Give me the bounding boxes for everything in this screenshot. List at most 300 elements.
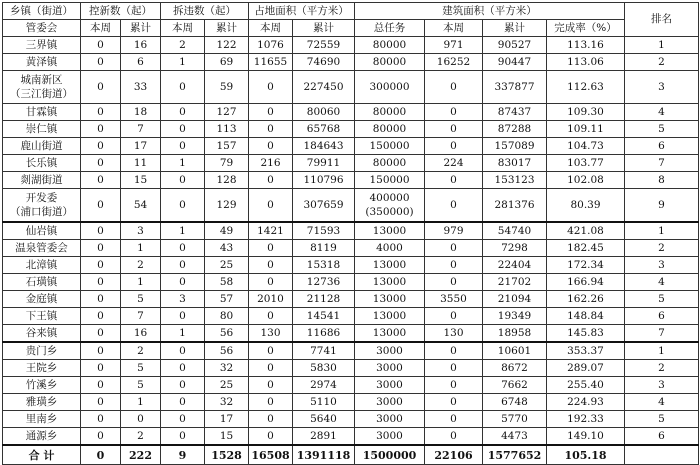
control-week-cell: 0 xyxy=(81,377,121,394)
building-week-cell: 0 xyxy=(425,360,483,377)
land-cumulative-cell: 65768 xyxy=(293,121,355,138)
total-task-cell xyxy=(355,291,425,308)
control-cumulative-cell: 2 xyxy=(121,257,161,274)
building-cumulative-cell: 4473 xyxy=(483,428,547,446)
land-cumulative-cell: 79911 xyxy=(293,155,355,172)
header-town-line1: 乡镇（街道） xyxy=(3,3,81,20)
header-control-week: 本周 xyxy=(81,20,121,37)
rank-cell: 1 xyxy=(625,222,699,240)
cell-line: 温泉管委会 xyxy=(15,242,68,254)
control-cumulative-cell: 15 xyxy=(121,172,161,189)
land-cumulative-cell: 74690 xyxy=(293,54,355,71)
demolish-cumulative-cell: 57 xyxy=(205,291,249,308)
cell-line: 150000 xyxy=(369,174,410,186)
land-week-cell: 0 xyxy=(249,342,293,360)
land-week-cell: 0 xyxy=(249,377,293,394)
demolish-cumulative-cell: 69 xyxy=(205,54,249,71)
header-rank: 排名 xyxy=(625,3,699,37)
total-task-cell xyxy=(355,411,425,428)
land-week-cell: 0 xyxy=(249,240,293,257)
building-cumulative-cell: 21094 xyxy=(483,291,547,308)
control-week-cell: 0 xyxy=(81,325,121,343)
demolish-cumulative-cell: 59 xyxy=(205,71,249,104)
cell-line: 王院乡 xyxy=(25,362,58,374)
cell-line: 城南新区 xyxy=(20,74,63,86)
building-cumulative-cell: 87437 xyxy=(483,104,547,121)
rank-cell: 4 xyxy=(625,394,699,411)
completion-rate-cell: 149.10 xyxy=(547,428,625,446)
town-name-cell xyxy=(3,360,81,377)
completion-rate-cell: 109.11 xyxy=(547,121,625,138)
town-name-cell xyxy=(3,394,81,411)
table-row xyxy=(3,121,699,138)
building-cumulative-cell: 19349 xyxy=(483,308,547,325)
land-week-cell: 0 xyxy=(249,138,293,155)
demolish-week-cell: 0 xyxy=(161,360,205,377)
total-label: 合 计 xyxy=(3,445,81,465)
demolish-week-cell: 0 xyxy=(161,274,205,291)
total-task-cell xyxy=(355,377,425,394)
cell-line: 里南乡 xyxy=(25,413,58,425)
completion-rate-cell: 103.77 xyxy=(547,155,625,172)
land-week-cell: 0 xyxy=(249,274,293,291)
town-name-cell xyxy=(3,325,81,343)
control-cumulative-cell: 33 xyxy=(121,71,161,104)
cell-line: 3000 xyxy=(376,413,403,425)
control-week-cell: 0 xyxy=(81,308,121,325)
town-name-cell xyxy=(3,71,81,104)
building-week-cell: 0 xyxy=(425,342,483,360)
cell-line: 下王镇 xyxy=(25,310,58,322)
cell-line: 80000 xyxy=(372,157,407,169)
demolish-week-cell: 0 xyxy=(161,189,205,223)
building-week-cell: 0 xyxy=(425,411,483,428)
town-name-cell xyxy=(3,428,81,446)
building-cumulative-cell: 54740 xyxy=(483,222,547,240)
land-cumulative-cell: 2974 xyxy=(293,377,355,394)
demolish-cumulative-cell: 127 xyxy=(205,104,249,121)
control-week-cell: 0 xyxy=(81,240,121,257)
cell-line: 三界镇 xyxy=(25,39,58,51)
cell-line: 150000 xyxy=(369,140,410,152)
rank-cell: 2 xyxy=(625,54,699,71)
total-building-week-cell: 22106 xyxy=(425,445,483,465)
total-control-week-cell: 0 xyxy=(81,445,121,465)
demolish-cumulative-cell: 17 xyxy=(205,411,249,428)
demolish-week-cell: 0 xyxy=(161,138,205,155)
rank-cell: 1 xyxy=(625,342,699,360)
demolish-cumulative-cell: 129 xyxy=(205,189,249,223)
building-week-cell: 971 xyxy=(425,37,483,54)
demolish-week-cell: 3 xyxy=(161,291,205,308)
demolish-week-cell: 0 xyxy=(161,377,205,394)
land-week-cell: 0 xyxy=(249,104,293,121)
total-demolish-week-cell: 9 xyxy=(161,445,205,465)
land-week-cell: 0 xyxy=(249,121,293,138)
rank-cell: 9 xyxy=(625,189,699,223)
header-building-week: 本周 xyxy=(425,20,483,37)
cell-line: 鹿山街道 xyxy=(20,140,63,152)
cell-line: 300000 xyxy=(369,81,410,93)
completion-rate-cell: 80.39 xyxy=(547,189,625,223)
cell-line: （浦口街道） xyxy=(10,206,73,218)
building-week-cell: 130 xyxy=(425,325,483,343)
land-week-cell: 130 xyxy=(249,325,293,343)
control-week-cell: 0 xyxy=(81,411,121,428)
cell-line: 3000 xyxy=(376,396,403,408)
header-building-cumulative: 累计 xyxy=(483,20,547,37)
total-task-cell xyxy=(355,325,425,343)
control-cumulative-cell: 16 xyxy=(121,37,161,54)
cell-line: 3000 xyxy=(376,345,403,357)
control-week-cell: 0 xyxy=(81,257,121,274)
total-building-cumulative-cell: 1577652 xyxy=(483,445,547,465)
control-cumulative-cell: 1 xyxy=(121,274,161,291)
total-task-cell xyxy=(355,71,425,104)
building-cumulative-cell: 7662 xyxy=(483,377,547,394)
town-name-cell xyxy=(3,257,81,274)
building-week-cell: 0 xyxy=(425,189,483,223)
rank-cell: 6 xyxy=(625,428,699,446)
control-week-cell: 0 xyxy=(81,394,121,411)
table-row xyxy=(3,189,699,223)
completion-rate-cell: 166.94 xyxy=(547,274,625,291)
total-task-cell xyxy=(355,189,425,223)
demolish-cumulative-cell: 49 xyxy=(205,222,249,240)
building-cumulative-cell: 6748 xyxy=(483,394,547,411)
cell-line: 13000 xyxy=(372,276,407,288)
demolish-week-cell: 0 xyxy=(161,121,205,138)
control-week-cell: 0 xyxy=(81,274,121,291)
control-week-cell: 0 xyxy=(81,172,121,189)
building-cumulative-cell: 90527 xyxy=(483,37,547,54)
cell-line: 贵门乡 xyxy=(25,345,58,357)
town-name-cell xyxy=(3,411,81,428)
control-cumulative-cell: 5 xyxy=(121,377,161,394)
land-week-cell: 2010 xyxy=(249,291,293,308)
rank-cell: 3 xyxy=(625,71,699,104)
total-task-cell xyxy=(355,138,425,155)
land-week-cell: 1076 xyxy=(249,37,293,54)
building-cumulative-cell: 153123 xyxy=(483,172,547,189)
building-week-cell: 0 xyxy=(425,71,483,104)
demolish-week-cell: 0 xyxy=(161,257,205,274)
land-week-cell: 0 xyxy=(249,308,293,325)
total-task-cell xyxy=(355,308,425,325)
rank-cell: 2 xyxy=(625,360,699,377)
cell-line: 石璜镇 xyxy=(25,276,58,288)
table-row xyxy=(3,428,699,446)
rank-cell: 7 xyxy=(625,325,699,343)
control-cumulative-cell: 11 xyxy=(121,155,161,172)
completion-rate-cell: 162.26 xyxy=(547,291,625,308)
land-cumulative-cell: 14541 xyxy=(293,308,355,325)
land-cumulative-cell: 5640 xyxy=(293,411,355,428)
land-week-cell: 0 xyxy=(249,428,293,446)
cell-line: 3000 xyxy=(376,430,403,442)
demolish-cumulative-cell: 157 xyxy=(205,138,249,155)
cell-line: 400000 xyxy=(369,192,410,204)
control-week-cell: 0 xyxy=(81,37,121,54)
town-name-cell xyxy=(3,121,81,138)
control-cumulative-cell: 7 xyxy=(121,308,161,325)
cell-line: 北漳镇 xyxy=(25,259,58,271)
completion-rate-cell: 192.33 xyxy=(547,411,625,428)
table-row xyxy=(3,240,699,257)
total-task-cell xyxy=(355,37,425,54)
table-row xyxy=(3,360,699,377)
land-cumulative-cell: 71593 xyxy=(293,222,355,240)
table-row xyxy=(3,138,699,155)
land-cumulative-cell: 5830 xyxy=(293,360,355,377)
building-week-cell: 0 xyxy=(425,138,483,155)
demolish-cumulative-cell: 80 xyxy=(205,308,249,325)
completion-rate-cell: 148.84 xyxy=(547,308,625,325)
cell-line: (350000) xyxy=(365,206,414,218)
control-week-cell: 0 xyxy=(81,71,121,104)
land-cumulative-cell: 7741 xyxy=(293,342,355,360)
control-week-cell: 0 xyxy=(81,138,121,155)
town-name-cell xyxy=(3,138,81,155)
building-cumulative-cell: 337877 xyxy=(483,71,547,104)
control-cumulative-cell: 17 xyxy=(121,138,161,155)
town-name-cell xyxy=(3,37,81,54)
total-task-cell xyxy=(355,257,425,274)
cell-line: 金庭镇 xyxy=(25,293,58,305)
completion-rate-cell: 353.37 xyxy=(547,342,625,360)
completion-rate-cell: 109.30 xyxy=(547,104,625,121)
table-row xyxy=(3,37,699,54)
land-cumulative-cell: 2891 xyxy=(293,428,355,446)
demolish-week-cell: 0 xyxy=(161,71,205,104)
cell-line: 竹溪乡 xyxy=(25,379,58,391)
cell-line: 谷来镇 xyxy=(25,327,58,339)
control-cumulative-cell: 5 xyxy=(121,360,161,377)
cell-line: 雅璜乡 xyxy=(25,396,58,408)
rank-cell: 6 xyxy=(625,308,699,325)
total-land-cumulative-cell: 1391118 xyxy=(293,445,355,465)
total-completion-rate-cell: 105.18 xyxy=(547,445,625,465)
town-name-cell xyxy=(3,240,81,257)
town-name-cell xyxy=(3,155,81,172)
control-cumulative-cell: 1 xyxy=(121,394,161,411)
total-demolish-cumulative-cell: 1528 xyxy=(205,445,249,465)
rank-cell: 3 xyxy=(625,377,699,394)
control-week-cell: 0 xyxy=(81,222,121,240)
total-land-week-cell: 16508 xyxy=(249,445,293,465)
town-name-cell xyxy=(3,54,81,71)
completion-rate-cell: 255.40 xyxy=(547,377,625,394)
cell-line: 13000 xyxy=(372,259,407,271)
table-row xyxy=(3,257,699,274)
demolish-week-cell: 0 xyxy=(161,428,205,446)
control-cumulative-cell: 1 xyxy=(121,240,161,257)
land-cumulative-cell: 72559 xyxy=(293,37,355,54)
building-cumulative-cell: 83017 xyxy=(483,155,547,172)
demolish-cumulative-cell: 79 xyxy=(205,155,249,172)
building-cumulative-cell: 281376 xyxy=(483,189,547,223)
building-cumulative-cell: 22404 xyxy=(483,257,547,274)
total-task-cell xyxy=(355,121,425,138)
demolish-cumulative-cell: 128 xyxy=(205,172,249,189)
table-row xyxy=(3,308,699,325)
table-row xyxy=(3,325,699,343)
land-cumulative-cell: 11686 xyxy=(293,325,355,343)
total-control-cumulative-cell: 222 xyxy=(121,445,161,465)
control-cumulative-cell: 54 xyxy=(121,189,161,223)
land-cumulative-cell: 110796 xyxy=(293,172,355,189)
cell-line: 80000 xyxy=(372,106,407,118)
town-name-cell xyxy=(3,222,81,240)
rank-cell: 6 xyxy=(625,138,699,155)
header-building-area: 建筑面积（平方米） xyxy=(355,3,625,20)
table-row xyxy=(3,377,699,394)
building-week-cell: 0 xyxy=(425,257,483,274)
total-row xyxy=(3,445,699,465)
demolish-cumulative-cell: 113 xyxy=(205,121,249,138)
cell-line: 13000 xyxy=(372,225,407,237)
header-land-week: 本周 xyxy=(249,20,293,37)
demolish-cumulative-cell: 122 xyxy=(205,37,249,54)
building-week-cell: 0 xyxy=(425,121,483,138)
header-control: 控新数（起） xyxy=(81,3,161,20)
completion-rate-cell: 102.08 xyxy=(547,172,625,189)
demolish-cumulative-cell: 15 xyxy=(205,428,249,446)
completion-rate-cell: 112.63 xyxy=(547,71,625,104)
total-task-cell xyxy=(355,155,425,172)
building-week-cell: 0 xyxy=(425,274,483,291)
control-cumulative-cell: 7 xyxy=(121,121,161,138)
rank-cell: 2 xyxy=(625,240,699,257)
town-name-cell xyxy=(3,172,81,189)
table-row xyxy=(3,155,699,172)
rank-cell: 1 xyxy=(625,37,699,54)
table-row xyxy=(3,342,699,360)
building-cumulative-cell: 87288 xyxy=(483,121,547,138)
control-week-cell: 0 xyxy=(81,54,121,71)
land-week-cell: 0 xyxy=(249,189,293,223)
building-cumulative-cell: 90447 xyxy=(483,54,547,71)
header-control-cumulative: 累计 xyxy=(121,20,161,37)
completion-rate-cell: 145.83 xyxy=(547,325,625,343)
land-week-cell: 0 xyxy=(249,71,293,104)
cell-line: 80000 xyxy=(372,123,407,135)
table-row xyxy=(3,291,699,308)
cell-line: 4000 xyxy=(376,242,403,254)
land-week-cell: 0 xyxy=(249,257,293,274)
total-task-cell xyxy=(355,428,425,446)
table-row xyxy=(3,222,699,240)
building-week-cell: 0 xyxy=(425,394,483,411)
building-week-cell: 0 xyxy=(425,104,483,121)
cell-line: 3000 xyxy=(376,379,403,391)
demolish-cumulative-cell: 32 xyxy=(205,360,249,377)
total-task-cell xyxy=(355,394,425,411)
building-cumulative-cell: 5770 xyxy=(483,411,547,428)
control-cumulative-cell: 2 xyxy=(121,342,161,360)
town-name-cell xyxy=(3,189,81,223)
control-week-cell: 0 xyxy=(81,121,121,138)
control-week-cell: 0 xyxy=(81,155,121,172)
total-total-task-cell: 1500000 xyxy=(355,445,425,465)
total-task-cell xyxy=(355,274,425,291)
land-week-cell: 11655 xyxy=(249,54,293,71)
control-week-cell: 0 xyxy=(81,342,121,360)
demolish-week-cell: 0 xyxy=(161,240,205,257)
cell-line: 长乐镇 xyxy=(25,157,58,169)
cell-line: 崇仁镇 xyxy=(25,123,58,135)
building-week-cell: 224 xyxy=(425,155,483,172)
header-land-area: 占地面积（平方米） xyxy=(249,3,355,20)
building-week-cell: 0 xyxy=(425,240,483,257)
land-cumulative-cell: 307659 xyxy=(293,189,355,223)
land-cumulative-cell: 5110 xyxy=(293,394,355,411)
building-week-cell: 3550 xyxy=(425,291,483,308)
building-week-cell: 0 xyxy=(425,377,483,394)
land-week-cell: 0 xyxy=(249,172,293,189)
town-name-cell xyxy=(3,377,81,394)
cell-line: （三江街道） xyxy=(10,88,73,100)
table-row xyxy=(3,54,699,71)
table-row xyxy=(3,411,699,428)
building-cumulative-cell: 10601 xyxy=(483,342,547,360)
demolish-week-cell: 1 xyxy=(161,325,205,343)
rank-cell: 4 xyxy=(625,274,699,291)
building-week-cell: 979 xyxy=(425,222,483,240)
header-row-1 xyxy=(3,3,699,20)
building-cumulative-cell: 8672 xyxy=(483,360,547,377)
header-total-task: 总任务 xyxy=(355,20,425,37)
cell-line: 13000 xyxy=(372,293,407,305)
completion-rate-cell: 289.07 xyxy=(547,360,625,377)
demolish-week-cell: 1 xyxy=(161,155,205,172)
demolish-cumulative-cell: 25 xyxy=(205,377,249,394)
building-cumulative-cell: 157089 xyxy=(483,138,547,155)
land-cumulative-cell: 227450 xyxy=(293,71,355,104)
header-completion-rate: 完成率（%） xyxy=(547,20,625,37)
demolish-cumulative-cell: 32 xyxy=(205,394,249,411)
land-week-cell: 1421 xyxy=(249,222,293,240)
control-week-cell: 0 xyxy=(81,360,121,377)
completion-rate-cell: 421.08 xyxy=(547,222,625,240)
total-task-cell xyxy=(355,360,425,377)
building-week-cell: 0 xyxy=(425,308,483,325)
cell-line: 黄泽镇 xyxy=(25,56,58,68)
control-cumulative-cell: 6 xyxy=(121,54,161,71)
header-row-2 xyxy=(3,20,699,37)
control-cumulative-cell: 18 xyxy=(121,104,161,121)
land-cumulative-cell: 12736 xyxy=(293,274,355,291)
land-week-cell: 0 xyxy=(249,394,293,411)
rank-cell: 7 xyxy=(625,155,699,172)
land-week-cell: 216 xyxy=(249,155,293,172)
cell-line: 13000 xyxy=(372,327,407,339)
rank-cell: 8 xyxy=(625,172,699,189)
completion-rate-cell: 172.34 xyxy=(547,257,625,274)
cell-line: 开发委 xyxy=(25,192,58,204)
town-name-cell xyxy=(3,104,81,121)
control-cumulative-cell: 5 xyxy=(121,291,161,308)
land-cumulative-cell: 15318 xyxy=(293,257,355,274)
demolish-cumulative-cell: 56 xyxy=(205,342,249,360)
total-task-cell xyxy=(355,240,425,257)
table-row xyxy=(3,274,699,291)
header-town-line2: 管委会 xyxy=(3,20,81,37)
rank-cell: 5 xyxy=(625,291,699,308)
control-cumulative-cell: 16 xyxy=(121,325,161,343)
cell-line: 仙岩镇 xyxy=(25,225,58,237)
completion-rate-cell: 224.93 xyxy=(547,394,625,411)
